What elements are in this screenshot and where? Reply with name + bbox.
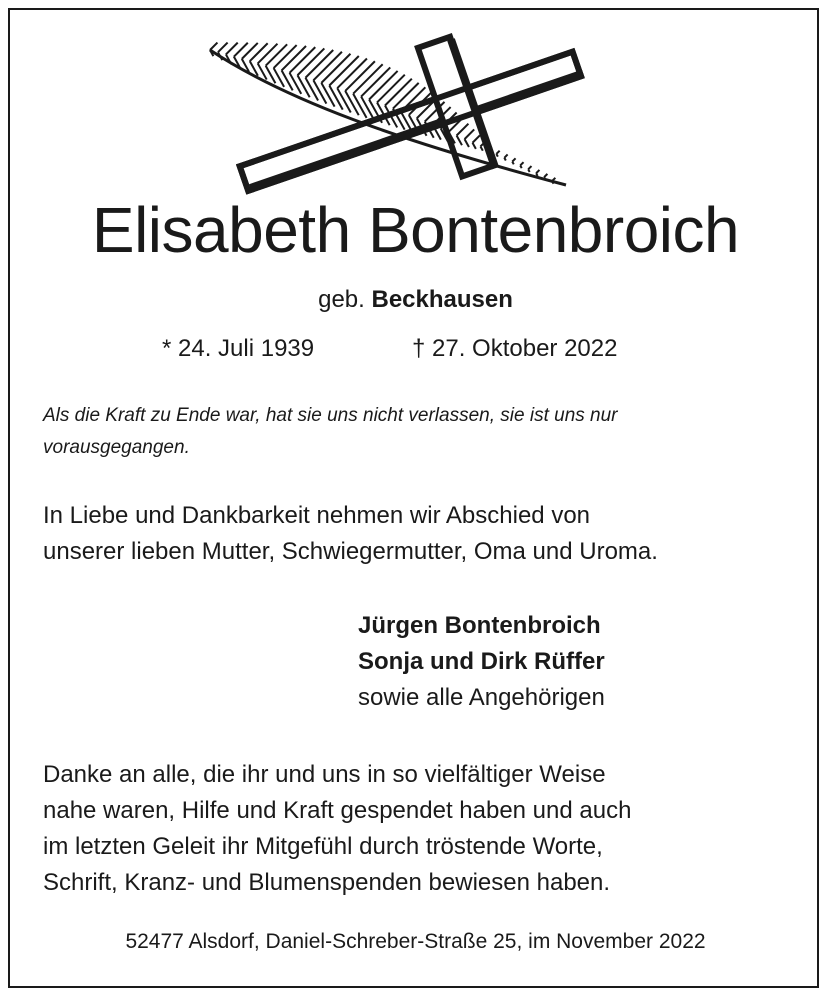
death-date: † 27. Oktober 2022 [412,335,618,362]
mourner-name: Jürgen Bontenbroich [358,612,601,639]
cross-and-palm-icon [196,30,636,200]
farewell-line: In Liebe und Dankbarkeit nehmen wir Abschied von [43,502,591,529]
memorial-quote [43,400,803,464]
thanks-line: nahe waren, Hilfe und Kraft gespendet haben und auch [43,797,632,824]
maiden-name: Beckhausen [371,286,513,313]
mourners-extra: sowie alle Angehörigen [358,684,605,711]
quote-line: vorausgegangen. [43,437,190,458]
thanks-text [43,757,803,901]
maiden-name-line [0,286,831,314]
deceased-name: Elisabeth Bontenbroich [91,194,740,266]
maiden-prefix: geb. [318,286,365,313]
mourners-block [358,608,605,716]
mourner-name: Sonja und Dirk Rüffer [358,648,605,675]
thanks-line: Danke an alle, die ihr und uns in so vielfältiger Weise [43,761,606,788]
address-date-footer: 52477 Alsdorf, Daniel-Schreber-Straße 25, im November 2022 [125,930,706,953]
quote-line: Als die Kraft zu Ende war, hat sie uns nicht verlassen, sie ist uns nur [43,405,618,426]
thanks-line: im letzten Geleit ihr Mitgefühl durch tröstende Worte, [43,833,603,860]
birth-date: * 24. Juli 1939 [162,335,315,362]
farewell-text [43,498,803,570]
thanks-line: Schrift, Kranz- und Blumenspenden bewiesen haben. [43,869,611,896]
farewell-line: unserer lieben Mutter, Schwiegermutter, Oma und Uroma. [43,538,658,565]
